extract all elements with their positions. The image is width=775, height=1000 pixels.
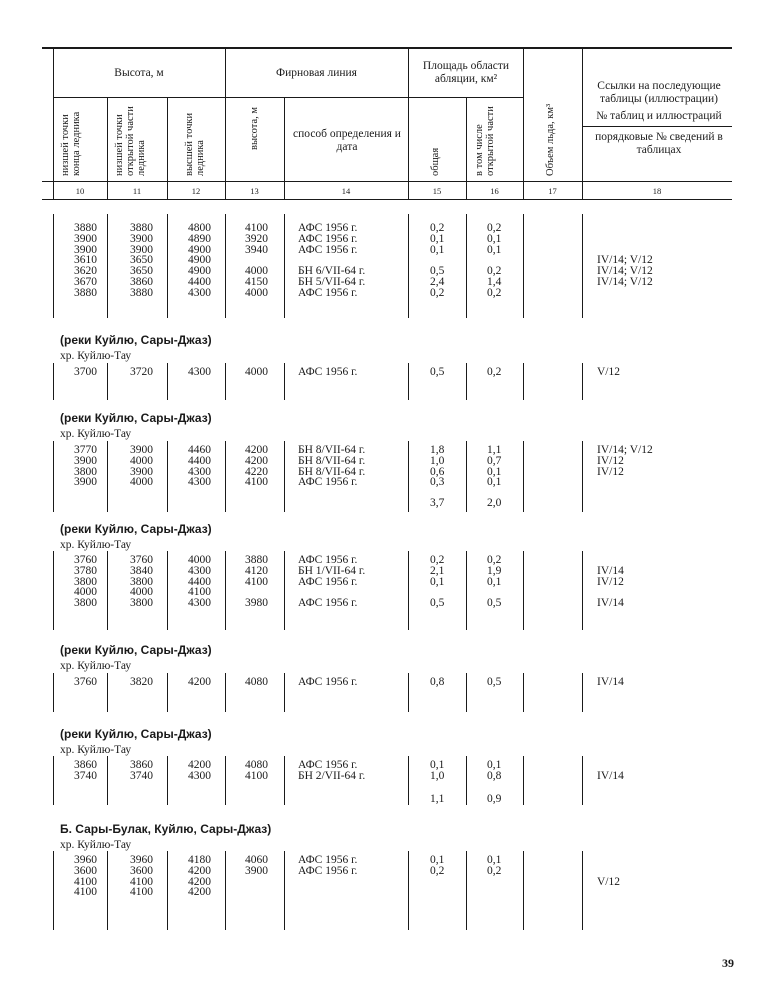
column-separator — [107, 673, 108, 712]
table-cell: 0,2 — [487, 554, 502, 566]
table-cell: 2,1 — [430, 564, 445, 577]
total-cell: 0,9 — [487, 793, 502, 805]
table-cell: 0,5 — [430, 265, 445, 278]
column-separator — [107, 756, 108, 805]
column-separator — [466, 441, 467, 512]
table-cell: 4100 — [74, 875, 97, 888]
column-separator — [523, 673, 524, 712]
table-cell: 4100 — [245, 222, 268, 234]
table-cell: 3900 — [130, 232, 153, 245]
table-cell: 4200 — [188, 759, 211, 771]
table-cell: 3880 — [74, 286, 97, 299]
column-separator — [284, 851, 285, 930]
table-cell: IV/14; V/12 — [597, 276, 653, 288]
header-height-lowest-text: низшей точки конца ледника — [60, 111, 82, 176]
table-cell: 0,8 — [430, 676, 445, 688]
table-cell: 4100 — [245, 575, 268, 588]
column-separator — [408, 673, 409, 712]
table-cell: 3860 — [130, 276, 153, 288]
header-firn-height — [249, 90, 260, 150]
table-cell: 4100 — [188, 586, 211, 599]
table-cell: 4100 — [245, 769, 268, 782]
table-cell: 0,2 — [487, 222, 502, 234]
table-cell: 4890 — [188, 232, 211, 245]
column-separator — [107, 214, 108, 318]
table-cell: 0,2 — [430, 286, 445, 299]
table-cell: 0,5 — [430, 366, 445, 378]
table-cell: 4180 — [188, 854, 211, 866]
header-bottom-rule — [42, 181, 732, 182]
column-separator — [53, 756, 54, 805]
table-cell: 4900 — [188, 265, 211, 278]
table-cell: 0,2 — [430, 554, 445, 566]
table-cell: 3700 — [74, 366, 97, 378]
column-separator — [167, 363, 168, 400]
column-separator — [107, 551, 108, 630]
column-separator — [225, 756, 226, 805]
total-cell: 2,0 — [487, 497, 502, 509]
colnum-bottom-rule — [42, 199, 732, 200]
column-separator — [167, 551, 168, 630]
table-cell: 0,2 — [487, 265, 502, 278]
table-cell: АФС 1956 г. — [298, 476, 358, 489]
table-cell: 4200 — [245, 454, 268, 467]
table-cell: БН 8/VII-64 г. — [298, 454, 366, 467]
table-cell: IV/12 — [597, 454, 624, 467]
column-separator — [582, 363, 583, 400]
table-cell: 4100 — [130, 875, 153, 888]
header-ice-volume — [545, 86, 556, 176]
group-title: (реки Куйлю, Сары-Джаз) — [60, 333, 212, 347]
group-title: (реки Куйлю, Сары-Джаз) — [60, 643, 212, 657]
table-cell: 4100 — [245, 476, 268, 489]
table-cell: 3760 — [74, 676, 97, 688]
group-title: (реки Куйлю, Сары-Джаз) — [60, 727, 212, 741]
table-cell: 3960 — [130, 854, 153, 866]
table-cell: 3800 — [130, 575, 153, 588]
column-separator — [408, 756, 409, 805]
column-separator — [53, 363, 54, 400]
table-cell: 3860 — [74, 759, 97, 771]
table-cell: 0,2 — [430, 222, 445, 234]
column-separator — [167, 851, 168, 930]
column-separator — [582, 214, 583, 318]
table-cell: 3620 — [74, 265, 97, 278]
group-subtitle: хр. Куйлю-Тау — [60, 744, 132, 756]
colnum-11: 11 — [132, 186, 142, 196]
table-cell: 3880 — [130, 286, 153, 299]
table-cell: 4200 — [188, 864, 211, 877]
table-cell: IV/14; V/12 — [597, 444, 653, 456]
refs-subdivider-rule — [582, 126, 732, 127]
table-cell: АФС 1956 г. — [298, 243, 358, 256]
table-cell: V/12 — [597, 366, 620, 378]
table-cell: БН 8/VII-64 г. — [298, 465, 366, 478]
table-cell: АФС 1956 г. — [298, 597, 358, 610]
table-cell: IV/14 — [597, 564, 624, 577]
header-ablation-total — [430, 116, 441, 176]
table-cell: 3800 — [74, 465, 97, 478]
table-cell: АФС 1956 г. — [298, 864, 358, 877]
table-cell: 4400 — [188, 276, 211, 288]
table-cell: 3960 — [74, 854, 97, 866]
table-cell: 4120 — [245, 564, 268, 577]
table-cell: БН 1/VII-64 г. — [298, 564, 366, 577]
group-subtitle: хр. Куйлю-Тау — [60, 839, 132, 851]
table-cell: 4300 — [188, 597, 211, 610]
table-cell: 0,1 — [430, 575, 445, 588]
column-separator — [167, 214, 168, 318]
column-separator — [582, 673, 583, 712]
group-subtitle: хр. Куйлю-Тау — [60, 428, 132, 440]
table-cell: 4400 — [188, 575, 211, 588]
colnum-17: 17 — [548, 186, 557, 196]
column-separator — [284, 673, 285, 712]
table-cell: 0,1 — [487, 465, 502, 478]
table-cell: АФС 1956 г. — [298, 854, 358, 866]
table-top-rule — [42, 47, 732, 49]
table-cell: 0,3 — [430, 476, 445, 489]
header-vline — [408, 47, 409, 199]
header-height-open-lowest-text: низшей точки открытой части ледника — [114, 106, 147, 176]
column-separator — [225, 441, 226, 512]
column-separator — [466, 673, 467, 712]
column-separator — [466, 363, 467, 400]
colnum-10: 10 — [75, 186, 85, 196]
table-cell: 0,7 — [487, 454, 502, 467]
table-cell: IV/12 — [597, 465, 624, 478]
table-cell: IV/14 — [597, 769, 624, 782]
header-height-lowest — [60, 102, 82, 176]
table-cell: 0,1 — [430, 759, 445, 771]
table-cell: 4400 — [188, 454, 211, 467]
table-cell: 4000 — [245, 366, 268, 378]
table-cell: 4300 — [188, 476, 211, 489]
column-separator — [225, 851, 226, 930]
table-cell: 0,2 — [487, 286, 502, 299]
header-ablation-open — [474, 102, 496, 176]
column-separator — [284, 363, 285, 400]
group-title: (реки Куйлю, Сары-Джаз) — [60, 411, 212, 425]
column-separator — [284, 214, 285, 318]
header-vline — [582, 47, 583, 199]
table-cell: 1,8 — [430, 444, 445, 456]
table-cell: 1,0 — [430, 769, 445, 782]
table-cell: АФС 1956 г. — [298, 232, 358, 245]
header-ablation-total-text: общая — [430, 147, 441, 176]
column-separator — [408, 363, 409, 400]
table-cell: 3920 — [245, 232, 268, 245]
table-cell: 0,2 — [430, 864, 445, 877]
table-cell: 1,9 — [487, 564, 502, 577]
header-ice-volume-text: Объем льда, км³ — [545, 103, 556, 176]
group-title: Б. Сары-Булак, Куйлю, Сары-Джаз) — [60, 822, 272, 836]
table-cell: 0,2 — [487, 366, 502, 378]
table-cell: 0,5 — [487, 676, 502, 688]
table-cell: 3900 — [130, 444, 153, 456]
total-cell: 1,1 — [430, 793, 445, 805]
column-separator — [107, 363, 108, 400]
column-separator — [408, 851, 409, 930]
group-title: (реки Куйлю, Сары-Джаз) — [60, 522, 212, 536]
table-cell: 4000 — [130, 476, 153, 489]
table-cell: 3900 — [130, 465, 153, 478]
table-cell: 4100 — [130, 886, 153, 899]
table-cell: АФС 1956 г. — [298, 286, 358, 299]
table-cell: 3610 — [74, 254, 97, 267]
header-refs-group: Ссылки на последующие таблицы (иллюстрации) — [597, 80, 721, 105]
table-cell: 4100 — [74, 886, 97, 899]
table-cell: АФС 1956 г. — [298, 222, 358, 234]
column-separator — [523, 756, 524, 805]
table-cell: 0,1 — [487, 575, 502, 588]
table-cell: 3770 — [74, 444, 97, 456]
header-height-open-lowest — [114, 102, 147, 176]
table-cell: IV/14; V/12 — [597, 265, 653, 278]
column-separator — [582, 851, 583, 930]
table-cell: 4060 — [245, 854, 268, 866]
column-separator — [523, 551, 524, 630]
header-vline — [167, 97, 168, 199]
column-separator — [53, 851, 54, 930]
table-cell: 4080 — [245, 676, 268, 688]
table-cell: 0,8 — [487, 769, 502, 782]
column-separator — [582, 441, 583, 512]
table-cell: 4200 — [245, 444, 268, 456]
column-separator — [466, 851, 467, 930]
header-height-group: Высота, м — [114, 67, 164, 79]
table-cell: 4000 — [74, 586, 97, 599]
header-subdivider-rule — [53, 97, 523, 98]
table-cell: АФС 1956 г. — [298, 554, 358, 566]
header-vline — [523, 47, 524, 199]
table-cell: 0,6 — [430, 465, 445, 478]
table-cell: 0,1 — [487, 759, 502, 771]
table-cell: 4300 — [188, 286, 211, 299]
table-cell: 3650 — [130, 254, 153, 267]
table-cell: 0,1 — [430, 232, 445, 245]
header-ablation-open-text: в том числе открытой части — [474, 106, 496, 176]
column-separator — [284, 551, 285, 630]
table-cell: 4200 — [188, 886, 211, 899]
table-cell: 0,1 — [487, 476, 502, 489]
table-cell: 3800 — [74, 597, 97, 610]
table-cell: БН 5/VII-64 г. — [298, 276, 366, 288]
table-cell: 0,5 — [487, 597, 502, 610]
table-cell: 0,1 — [430, 243, 445, 256]
group-subtitle: хр. Куйлю-Тау — [60, 350, 132, 362]
header-refs-ordinal: порядковые № сведений в таблицах — [595, 131, 723, 156]
table-cell: 3900 — [245, 864, 268, 877]
header-ablation-group: Площадь области абляции, км² — [422, 60, 510, 85]
table-cell: 4000 — [245, 265, 268, 278]
column-separator — [408, 214, 409, 318]
header-firn-group: Фирновая линия — [276, 67, 357, 79]
column-separator — [167, 673, 168, 712]
column-separator — [466, 214, 467, 318]
column-separator — [167, 441, 168, 512]
table-cell: 4900 — [188, 254, 211, 267]
table-cell: АФС 1956 г. — [298, 676, 358, 688]
table-cell: 4080 — [245, 759, 268, 771]
table-cell: 3980 — [245, 597, 268, 610]
column-separator — [53, 551, 54, 630]
group-subtitle: хр. Куйлю-Тау — [60, 660, 132, 672]
table-cell: 3900 — [74, 454, 97, 467]
table-cell: 4300 — [188, 564, 211, 577]
column-separator — [582, 551, 583, 630]
table-cell: 3760 — [74, 554, 97, 566]
table-cell: 3860 — [130, 759, 153, 771]
table-cell: 1,0 — [430, 454, 445, 467]
column-separator — [53, 673, 54, 712]
column-separator — [284, 756, 285, 805]
table-cell: IV/14 — [597, 676, 624, 688]
table-cell: 1,1 — [487, 444, 502, 456]
header-vline — [466, 97, 467, 199]
table-cell: 0,1 — [487, 854, 502, 866]
column-separator — [225, 551, 226, 630]
table-cell: 3650 — [130, 265, 153, 278]
column-separator — [225, 673, 226, 712]
column-separator — [167, 756, 168, 805]
table-cell: БН 8/VII-64 г. — [298, 444, 366, 456]
column-separator — [53, 441, 54, 512]
table-cell: 3670 — [74, 276, 97, 288]
header-vline — [284, 97, 285, 199]
header-height-highest-text: высшей точки ледника — [184, 112, 206, 176]
column-separator — [225, 363, 226, 400]
table-cell: 3880 — [74, 222, 97, 234]
column-separator — [107, 441, 108, 512]
colnum-13: 13 — [250, 186, 259, 196]
table-cell: IV/14; V/12 — [597, 254, 653, 267]
colnum-12: 12 — [191, 186, 201, 196]
total-cell: 3,7 — [430, 497, 445, 509]
table-cell: 4300 — [188, 366, 211, 378]
table-cell: 3800 — [74, 575, 97, 588]
table-cell: 3780 — [74, 564, 97, 577]
column-separator — [523, 441, 524, 512]
table-cell: 3900 — [74, 243, 97, 256]
table-cell: БН 6/VII-64 г. — [298, 265, 366, 278]
table-cell: БН 2/VII-64 г. — [298, 769, 366, 782]
column-separator — [107, 851, 108, 930]
column-separator — [582, 756, 583, 805]
column-separator — [523, 214, 524, 318]
table-cell: 4220 — [245, 465, 268, 478]
table-cell: 3880 — [245, 554, 268, 566]
table-cell: 4200 — [188, 676, 211, 688]
column-separator — [225, 214, 226, 318]
table-cell: 2,4 — [430, 276, 445, 288]
colnum-18: 18 — [652, 186, 662, 196]
table-cell: 3740 — [130, 769, 153, 782]
column-separator — [466, 551, 467, 630]
table-cell: 0,2 — [487, 864, 502, 877]
table-cell: АФС 1956 г. — [298, 366, 358, 378]
table-cell: 3820 — [130, 676, 153, 688]
table-cell: 3800 — [130, 597, 153, 610]
table-cell: V/12 — [597, 875, 620, 888]
table-cell: 4900 — [188, 243, 211, 256]
column-separator — [408, 441, 409, 512]
colnum-16: 16 — [490, 186, 499, 196]
table-cell: 3900 — [74, 476, 97, 489]
table-cell: 3900 — [74, 232, 97, 245]
column-separator — [523, 851, 524, 930]
table-cell: 4000 — [245, 286, 268, 299]
column-separator — [466, 756, 467, 805]
table-cell: 0,5 — [430, 597, 445, 610]
column-separator — [284, 441, 285, 512]
colnum-14: 14 — [341, 186, 351, 196]
column-separator — [523, 363, 524, 400]
table-cell: 4300 — [188, 465, 211, 478]
table-cell: 4000 — [130, 454, 153, 467]
table-cell: 4300 — [188, 769, 211, 782]
table-cell: 0,1 — [487, 243, 502, 256]
header-height-highest — [184, 102, 206, 176]
table-cell: 4000 — [130, 586, 153, 599]
table-cell: 0,1 — [487, 232, 502, 245]
table-cell: 3760 — [130, 554, 153, 566]
header-vline — [107, 97, 108, 199]
page-number: 39 — [722, 956, 734, 970]
header-firn-method: способ определения и дата — [293, 128, 401, 153]
table-cell: 3900 — [130, 243, 153, 256]
table-cell: 1,4 — [487, 276, 502, 288]
table-cell: 0,1 — [430, 854, 445, 866]
table-cell: 3600 — [74, 864, 97, 877]
header-refs-tables: № таблиц и иллюстраций — [596, 110, 722, 122]
table-cell: 3880 — [130, 222, 153, 234]
table-cell: 3940 — [245, 243, 268, 256]
column-separator — [408, 551, 409, 630]
table-cell: 4000 — [188, 554, 211, 566]
table-cell: 4800 — [188, 222, 211, 234]
table-cell: 3720 — [130, 366, 153, 378]
group-subtitle: хр. Куйлю-Тау — [60, 539, 132, 551]
column-separator — [53, 214, 54, 318]
table-cell: IV/12 — [597, 575, 624, 588]
table-cell: 3840 — [130, 564, 153, 577]
table-cell: 3600 — [130, 864, 153, 877]
table-cell: 3740 — [74, 769, 97, 782]
table-cell: АФС 1956 г. — [298, 759, 358, 771]
colnum-15: 15 — [432, 186, 442, 196]
table-cell: 4150 — [245, 276, 268, 288]
table-cell: 4200 — [188, 875, 211, 888]
header-firn-height-text: высота, м — [249, 106, 260, 150]
table-cell: 4460 — [188, 444, 211, 456]
table-cell: IV/14 — [597, 597, 624, 610]
table-cell: АФС 1956 г. — [298, 575, 358, 588]
